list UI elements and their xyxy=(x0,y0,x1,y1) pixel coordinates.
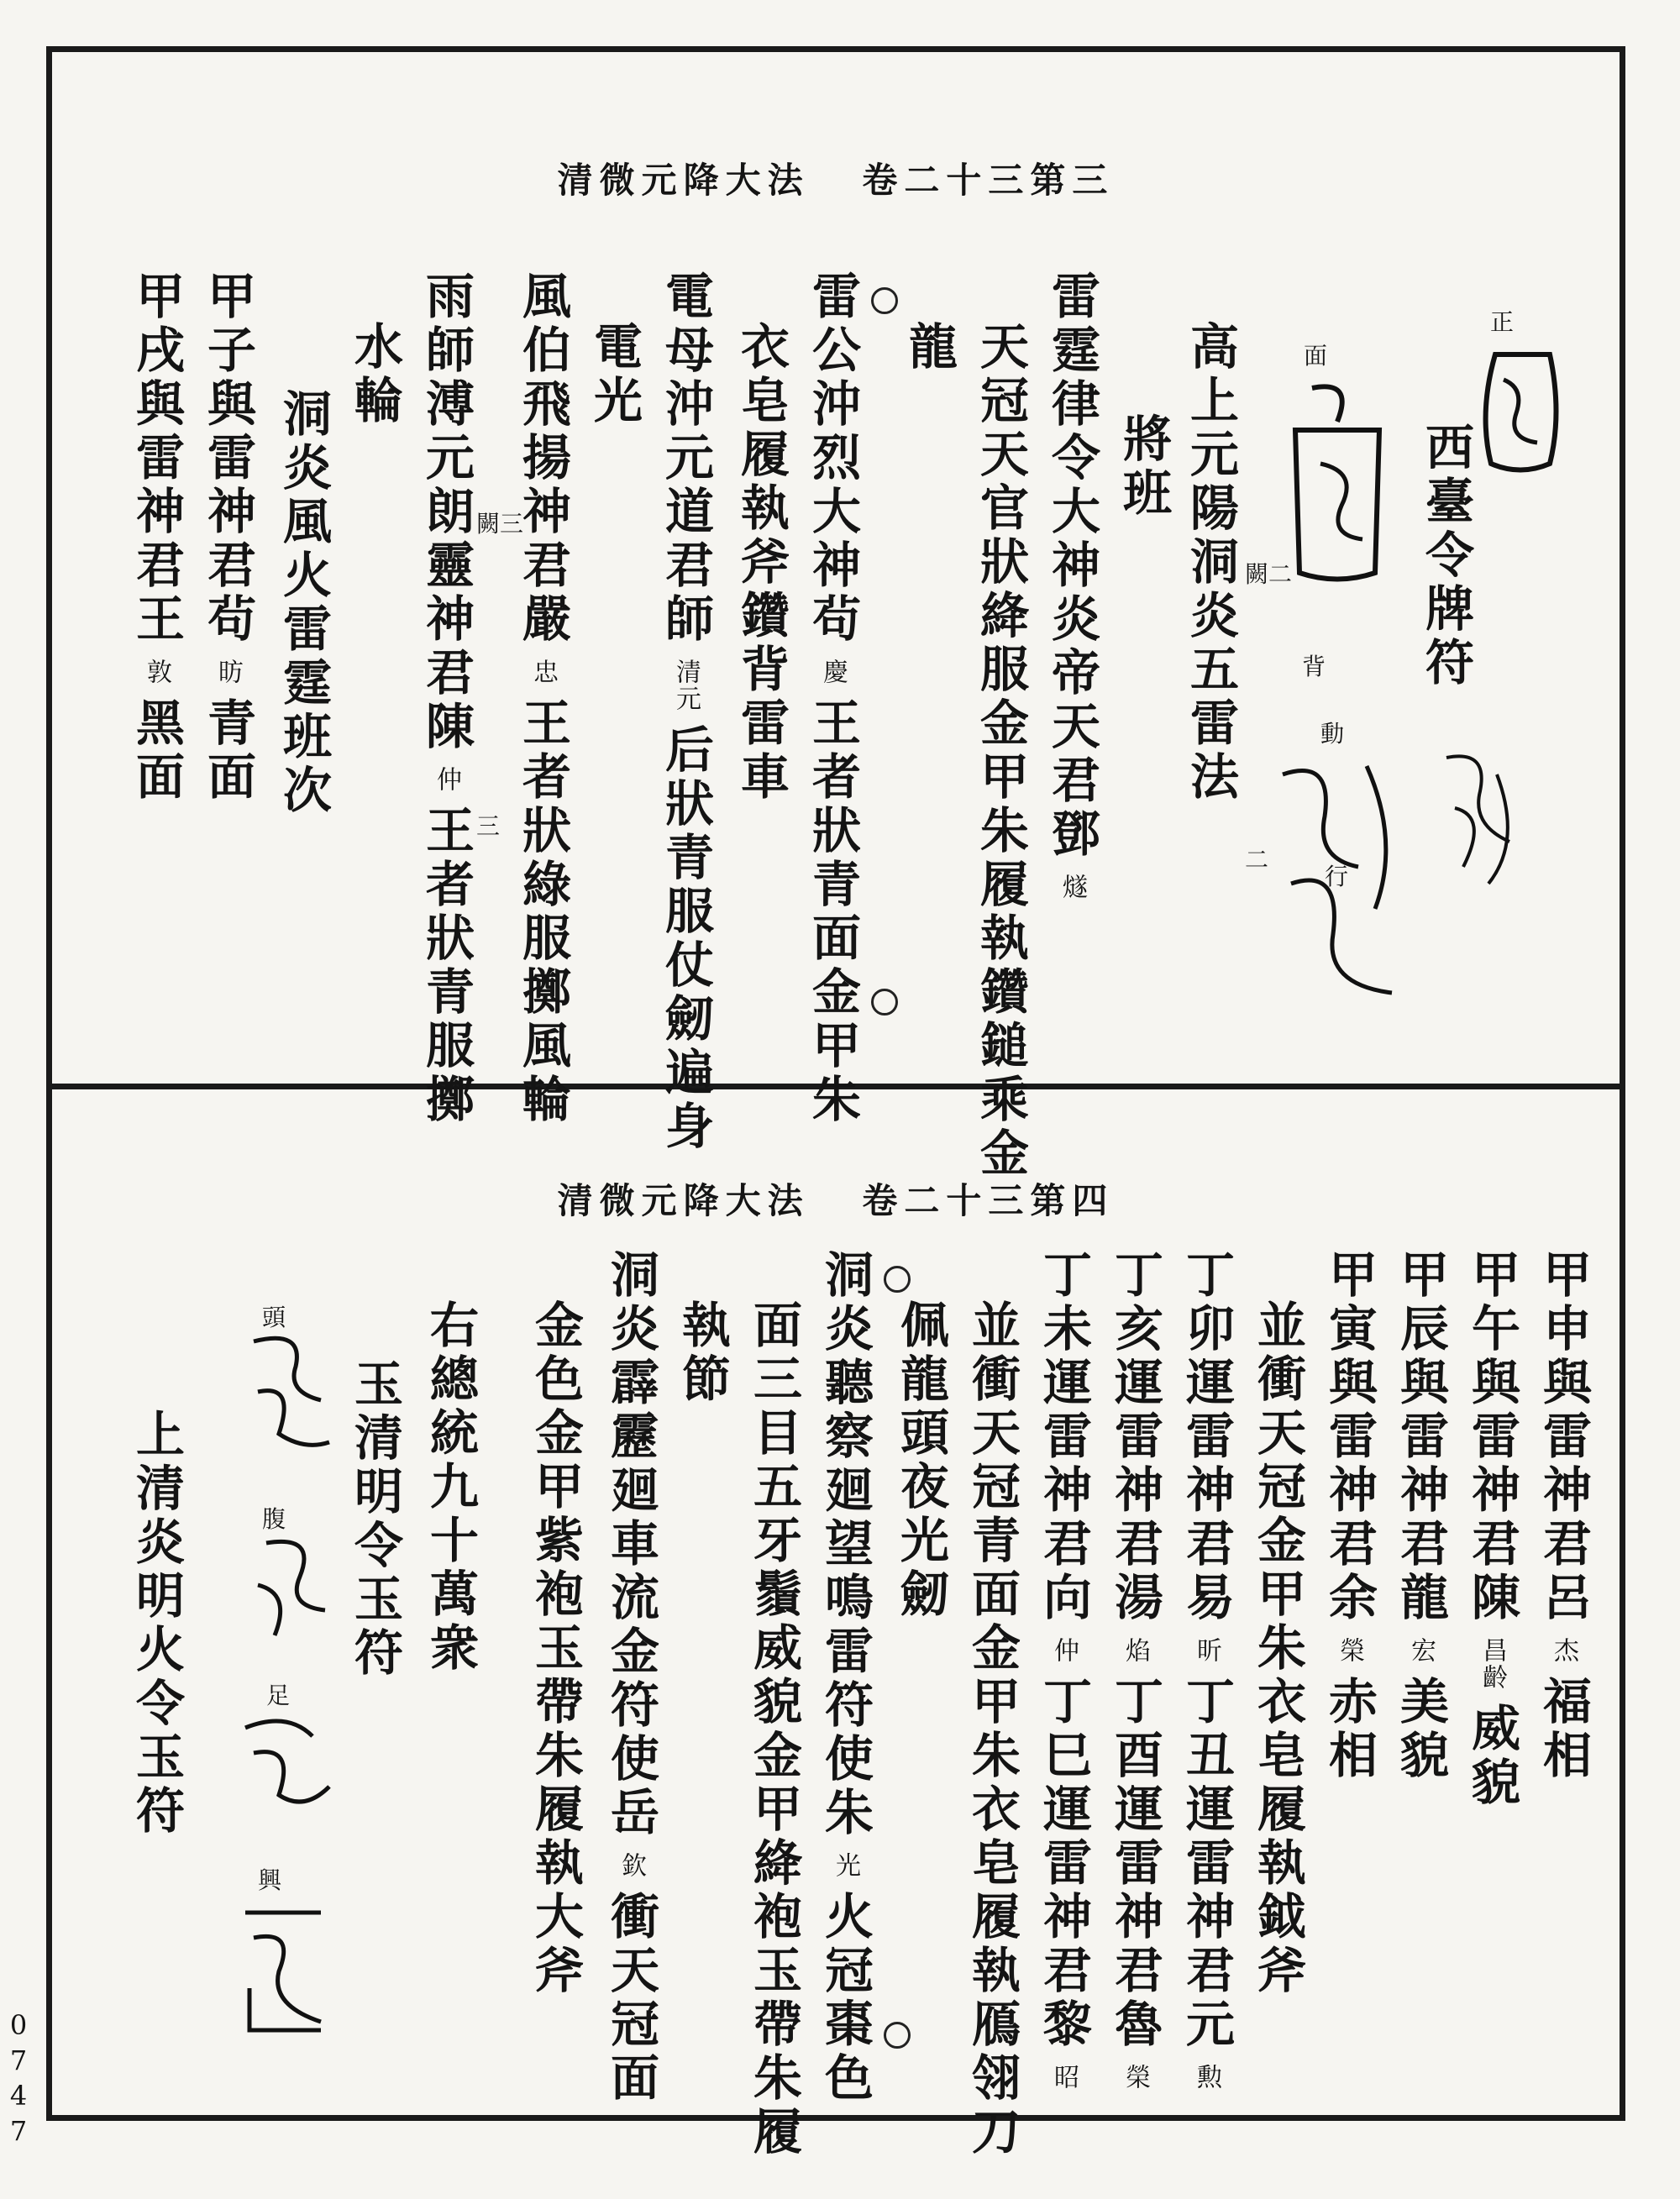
top-line-14 xyxy=(199,270,256,805)
top-line-6b: 王者狀青面金甲朱 xyxy=(804,697,861,1127)
bottom-line-8-name: 仲 xyxy=(1049,1637,1079,1664)
top-line-8b: 后狀青服仗劒遍身 xyxy=(657,724,714,1154)
talisman-label-walk: 行 xyxy=(1325,863,1349,890)
bottom-line-11b: 火冠棗色 xyxy=(816,1891,874,2106)
talisman-label-face: 面 xyxy=(1304,342,1328,370)
bottom-line-9: 並衝天冠青面金甲朱衣皂履執鴈翎刀 xyxy=(963,1299,1021,2160)
talisman-label-move: 動 xyxy=(1320,720,1345,748)
bottom-line-8-name2: 昭 xyxy=(1049,2064,1079,2091)
bottom-line-6a: 丁卯運雷神君易 xyxy=(1178,1249,1235,1625)
bottom-line-14 xyxy=(602,1249,659,2106)
top-line-13: 洞炎風火雷霆班次 xyxy=(275,388,332,818)
top-line-6 xyxy=(804,270,861,1127)
talisman-label-level: 二 xyxy=(1245,846,1269,874)
bottom-line-8 xyxy=(1035,1249,1092,2102)
top-line-5: 龍 xyxy=(900,321,958,375)
bottom-page xyxy=(52,1089,1620,2160)
bottom-line-5: 並衝天冠金甲朱衣皂履執鉞斧 xyxy=(1249,1299,1306,1998)
talisman-title: 西臺令牌符 xyxy=(1417,422,1474,690)
top-line-10a: 風伯飛揚神君嚴 xyxy=(514,270,571,647)
fu-label-belly: 腹 xyxy=(262,1505,286,1533)
top-line-15b: 黑面 xyxy=(128,697,185,805)
talisman-side-glyph xyxy=(1430,741,1530,895)
fu-label-foot: 足 xyxy=(266,1682,291,1709)
top-line-4: 天冠天官狀絳服金甲朱履執鑽鎚乘金 xyxy=(972,321,1029,1181)
bottom-line-4b: 赤相 xyxy=(1320,1676,1378,1783)
bottom-line-1b: 福相 xyxy=(1535,1676,1592,1783)
bottom-line-2a: 甲午與雷神君陳 xyxy=(1463,1249,1520,1625)
top-line-3-text: 雷霆律令大神炎帝天君鄧 xyxy=(1043,270,1100,862)
top-page xyxy=(52,52,1620,1181)
bottom-line-7 xyxy=(1106,1249,1163,2102)
bottom-line-6-name2: 勲 xyxy=(1192,2064,1221,2091)
page-number xyxy=(0,2007,37,2149)
bottom-line-15: 金色金甲紫袍玉帶朱履執大斧 xyxy=(527,1299,584,1998)
top-line-12: 水輪 xyxy=(346,321,403,428)
bottom-line-6-name: 昕 xyxy=(1192,1637,1221,1664)
bottom-line-11-name: 光 xyxy=(831,1852,860,1879)
bottom-line-4 xyxy=(1320,1249,1378,1783)
top-header-volume: 卷二十三第三 xyxy=(862,160,1115,201)
bottom-line-11 xyxy=(816,1249,874,2106)
top-header-title: 清微元降大法 xyxy=(557,160,810,201)
page-number-text xyxy=(0,2007,37,2149)
top-line-2: 將班 xyxy=(1115,413,1172,521)
bottom-line-12: 面三目五牙鬚威貌金甲絳袍玉帶朱履 xyxy=(745,1299,802,2160)
top-line-14-name: 昉 xyxy=(213,659,243,685)
page-number-digit: 4 xyxy=(9,2080,28,2112)
talisman-front-glyph xyxy=(1470,338,1571,484)
top-line-8-name: 清元 xyxy=(671,659,701,712)
bottom-circle-mark-2 xyxy=(884,2022,911,2049)
bottom-line-6b: 丁丑運雷神君元 xyxy=(1178,1676,1235,2052)
page-number-digit: 7 xyxy=(9,2044,28,2076)
top-line-1-note: 闕二 xyxy=(1245,560,1293,588)
bottom-line-4-name: 榮 xyxy=(1335,1637,1364,1664)
bottom-line-1-name: 杰 xyxy=(1549,1637,1578,1664)
bottom-line-3b: 美貌 xyxy=(1392,1676,1449,1783)
bottom-line-3 xyxy=(1392,1249,1449,1783)
top-line-15 xyxy=(128,270,185,805)
page-number-digit: 0 xyxy=(9,2009,28,2041)
talisman-label-front: 正 xyxy=(1490,308,1515,336)
bottom-line-1 xyxy=(1535,1249,1592,1783)
bottom-line-8a: 丁未運雷神君向 xyxy=(1035,1249,1092,1625)
top-line-1 xyxy=(1182,321,1239,805)
bottom-line-14b: 衝天冠面 xyxy=(602,1891,659,2106)
talisman-face-glyph xyxy=(1278,371,1396,593)
bottom-line-14-name: 欽 xyxy=(617,1852,646,1879)
bottom-line-2b: 威貌 xyxy=(1463,1703,1520,1810)
page-number-digit: 7 xyxy=(9,2115,28,2147)
bottom-line-10: 佩龍頭夜光劒 xyxy=(892,1299,949,1622)
jade-talisman-belly-glyph xyxy=(241,1526,342,1656)
top-line-15a: 甲戌與雷神君王 xyxy=(128,270,185,647)
bottom-line-7a: 丁亥運雷神君湯 xyxy=(1106,1249,1163,1625)
top-line-11-note: 闕三 xyxy=(476,510,524,538)
jade-talisman-head-glyph xyxy=(237,1325,338,1462)
top-line-14b: 青面 xyxy=(199,697,256,805)
top-line-11a: 雨師溥元朗靈神君陳 xyxy=(417,270,475,754)
bottom-line-18: 上清炎明火令玉符 xyxy=(128,1409,185,1839)
bottom-line-14a: 洞炎霹靂廻車流金符使岳 xyxy=(602,1249,659,1840)
bottom-line-11a: 洞炎聽察廻望鳴雷符使朱 xyxy=(816,1249,874,1840)
top-line-11b: 王者狀青服擲 xyxy=(417,805,475,1127)
bottom-line-13: 執節 xyxy=(674,1299,731,1407)
bottom-line-7b: 丁酉運雷神君魯 xyxy=(1106,1676,1163,2052)
top-line-10 xyxy=(514,270,571,1127)
top-line-9: 電光 xyxy=(585,321,643,428)
top-circle-mark-2 xyxy=(871,989,898,1016)
bottom-line-6 xyxy=(1178,1249,1235,2102)
bottom-line-8b: 丁巳運雷神君黎 xyxy=(1035,1676,1092,2052)
jade-talisman-lift-glyph xyxy=(228,1896,338,2042)
bottom-line-17: 玉清明令玉符 xyxy=(346,1358,403,1681)
bottom-line-7-name2: 榮 xyxy=(1121,2064,1150,2091)
top-line-3-name: 燧 xyxy=(1058,874,1087,900)
bottom-line-4a: 甲寅與雷神君余 xyxy=(1320,1249,1378,1625)
bottom-header-volume: 卷二十三第四 xyxy=(862,1180,1115,1221)
bottom-line-2-name: 昌齡 xyxy=(1478,1637,1507,1691)
talisman-label-back: 背 xyxy=(1302,653,1326,680)
top-line-3 xyxy=(1043,270,1100,912)
top-line-11-name: 仲 xyxy=(432,766,461,793)
bottom-circle-mark-1 xyxy=(884,1266,911,1293)
bottom-line-16: 右總統九十萬衆 xyxy=(422,1299,479,1676)
bottom-line-2 xyxy=(1463,1249,1520,1810)
top-circle-mark-1 xyxy=(871,287,898,314)
top-header xyxy=(52,153,1620,203)
bottom-line-7-name: 焰 xyxy=(1121,1637,1150,1664)
top-line-10-name: 忠 xyxy=(528,659,558,685)
top-line-8a: 電母沖元道君師 xyxy=(657,270,714,647)
top-mark-three: 三 xyxy=(476,812,501,840)
top-line-8 xyxy=(657,270,714,1154)
top-line-14a: 甲子與雷神君茍 xyxy=(199,270,256,647)
top-line-11 xyxy=(417,270,475,1127)
top-line-6-name: 慶 xyxy=(818,659,848,685)
top-line-15-name: 敦 xyxy=(142,659,171,685)
fu-label-lift: 興 xyxy=(258,1866,282,1894)
top-line-7: 衣皂履執斧鑽背雷車 xyxy=(732,321,790,805)
bottom-header xyxy=(52,1173,1620,1224)
bottom-line-3a: 甲辰與雷神君龍 xyxy=(1392,1249,1449,1625)
top-line-6a: 雷公沖烈大神茍 xyxy=(804,270,861,647)
bottom-line-3-name: 宏 xyxy=(1406,1637,1436,1664)
jade-talisman-foot-glyph xyxy=(228,1703,338,1824)
top-line-1-text: 高上元陽洞炎五雷法 xyxy=(1182,321,1239,805)
fu-label-head: 頭 xyxy=(262,1304,286,1331)
top-line-10b: 王者狀綠服擲風輪 xyxy=(514,697,571,1127)
bottom-line-1a: 甲申與雷神君呂 xyxy=(1535,1249,1592,1625)
bottom-header-title: 清微元降大法 xyxy=(557,1180,810,1221)
